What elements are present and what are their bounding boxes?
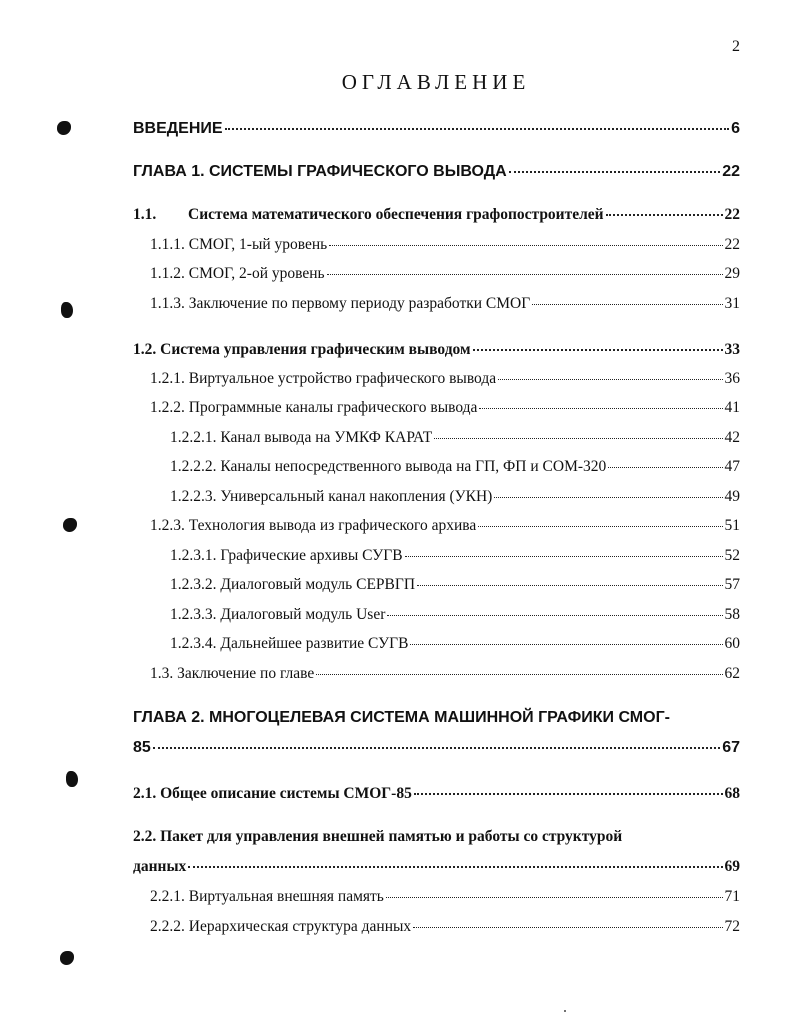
leader-dots <box>417 585 722 586</box>
toc-page: 6 <box>731 120 740 137</box>
leader-dots <box>225 128 730 130</box>
toc-label: ВВЕДЕНИЕ <box>133 120 223 137</box>
toc-page: 29 <box>724 265 740 282</box>
toc-entry-1-2-1[interactable] <box>150 371 740 387</box>
toc-label: 1.3. Заключение по главе <box>150 665 315 682</box>
toc-entry-1-1-2[interactable] <box>150 266 740 282</box>
leader-dots <box>405 556 723 557</box>
toc-label: 2.2.2. Иерархическая структура данных <box>150 918 412 935</box>
leader-dots <box>327 274 723 275</box>
toc-page: 47 <box>724 458 740 475</box>
scan-blot <box>57 121 71 135</box>
leader-dots <box>387 615 722 616</box>
toc-page: 22 <box>724 236 740 253</box>
toc-page: 42 <box>724 429 740 446</box>
toc-page: 71 <box>724 888 740 905</box>
toc-label <box>133 207 604 223</box>
leader-dots <box>329 245 722 246</box>
toc-entry-2-2[interactable] <box>133 859 740 875</box>
toc-entry-2-2-2[interactable] <box>150 919 740 935</box>
toc-entry-2-2-1[interactable] <box>150 889 740 905</box>
leader-dots <box>479 408 722 409</box>
section-title: Система математического обеспечения графопостроителей <box>188 206 604 223</box>
toc-entry-1-2-3-1[interactable] <box>170 548 740 564</box>
scan-blot <box>63 518 77 532</box>
toc-label: 1.2.2.3. Универсальный канал накопления (УКН) <box>170 488 493 505</box>
leader-dots <box>532 304 722 305</box>
toc-page: 22 <box>724 206 740 223</box>
leader-dots <box>434 438 722 439</box>
scan-blot <box>66 771 78 787</box>
toc-page: 22 <box>722 163 740 180</box>
leader-dots <box>509 171 720 173</box>
toc-label: 1.2.2.2. Каналы непосредственного вывода на ГП, ФП и СОМ-320 <box>170 458 607 475</box>
toc-page: 52 <box>724 547 740 564</box>
toc-page: 49 <box>724 488 740 505</box>
leader-dots <box>498 379 722 380</box>
toc-entry-1-2-2-3[interactable] <box>170 489 740 505</box>
leader-dots <box>606 214 723 216</box>
toc-label: 1.2.2.1. Канал вывода на УМКФ КАРАТ <box>170 429 433 446</box>
toc-label: данных <box>133 858 187 875</box>
toc-entry-1-2-2-1[interactable] <box>170 430 740 446</box>
toc-label: 2.1. Общее описание системы СМОГ-85 <box>133 785 412 802</box>
toc-entry-2-2-line1[interactable]: 2.2. Пакет для управления внешней памятью и работы со структурой <box>133 828 623 845</box>
toc-label: ГЛАВА 1. СИСТЕМЫ ГРАФИЧЕСКОГО ВЫВОДА <box>133 163 507 180</box>
page-number: 2 <box>732 38 740 55</box>
leader-dots <box>410 644 722 645</box>
toc-label: 1.1.2. СМОГ, 2-ой уровень <box>150 265 325 282</box>
toc-entry-chapter-1[interactable] <box>133 164 740 180</box>
leader-dots <box>608 467 722 468</box>
toc-label: 85 <box>133 739 151 756</box>
leader-dots <box>153 747 720 749</box>
leader-dots <box>188 866 722 868</box>
toc-label: 1.1.1. СМОГ, 1-ый уровень <box>150 236 328 253</box>
leader-dots <box>414 793 723 795</box>
page-title: ОГЛАВЛЕНИЕ <box>341 70 531 94</box>
toc-page: 41 <box>724 399 740 416</box>
scan-blot <box>61 302 73 318</box>
toc-page: 58 <box>724 606 740 623</box>
toc-entry-1-1-3[interactable] <box>150 296 740 312</box>
scan-speck <box>564 1010 566 1012</box>
toc-label: 1.2.3.1. Графические архивы СУГВ <box>170 547 403 564</box>
toc-label: 1.2.3.4. Дальнейшее развитие СУГВ <box>170 635 409 652</box>
toc-label: 1.2.1. Виртуальное устройство графического вывода <box>150 370 497 387</box>
scan-blot <box>60 951 74 965</box>
toc-page: 31 <box>724 295 740 312</box>
leader-dots <box>413 927 722 928</box>
toc-entry-1-2-2-2[interactable] <box>170 459 740 475</box>
toc-entry-2-1[interactable] <box>133 786 740 802</box>
toc-page: 67 <box>722 739 740 756</box>
toc-entry-1-2-2[interactable] <box>150 400 740 416</box>
toc-entry-intro[interactable] <box>133 121 740 137</box>
toc-label: 1.2.3.2. Диалоговый модуль СЕРВГП <box>170 576 416 593</box>
toc-page: 62 <box>724 665 740 682</box>
toc-page: 60 <box>724 635 740 652</box>
toc-page: 68 <box>724 785 740 802</box>
section-number: 1.1. <box>133 206 157 223</box>
toc-label: 2.2.1. Виртуальная внешняя память <box>150 888 384 905</box>
toc-entry-chapter-2-line1[interactable]: ГЛАВА 2. МНОГОЦЕЛЕВАЯ СИСТЕМА МАШИННОЙ ГРАФИКИ СМОГ- <box>133 709 670 726</box>
toc-page: 69 <box>724 858 740 875</box>
toc-label: 1.2.2. Программные каналы графического вывода <box>150 399 478 416</box>
toc-page: 36 <box>724 370 740 387</box>
toc-label: 1.2. Система управления графическим выводом <box>133 341 471 358</box>
toc-page: 57 <box>724 576 740 593</box>
toc-label: 1.2.3.3. Диалоговый модуль User <box>170 606 386 623</box>
leader-dots <box>494 497 722 498</box>
toc-entry-chapter-2[interactable] <box>133 740 740 756</box>
toc-entry-1-2[interactable] <box>133 342 740 358</box>
leader-dots <box>478 526 722 527</box>
toc-entry-1-2-3-4[interactable] <box>170 636 740 652</box>
leader-dots <box>386 897 723 898</box>
leader-dots <box>473 349 723 351</box>
toc-entry-1-1[interactable] <box>133 207 740 223</box>
toc-entry-1-2-3-3[interactable] <box>170 607 740 623</box>
toc-entry-1-3[interactable] <box>150 666 740 682</box>
toc-entry-1-2-3-2[interactable] <box>170 577 740 593</box>
toc-page: 72 <box>724 918 740 935</box>
toc-label: 1.1.3. Заключение по первому периоду разработки СМОГ <box>150 295 531 312</box>
toc-label: 1.2.3. Технология вывода из графического архива <box>150 517 477 534</box>
toc-page: 33 <box>724 341 740 358</box>
leader-dots <box>316 674 722 675</box>
toc-page: 51 <box>724 517 740 534</box>
toc-entry-1-1-1[interactable] <box>150 237 740 253</box>
toc-entry-1-2-3[interactable] <box>150 518 740 534</box>
